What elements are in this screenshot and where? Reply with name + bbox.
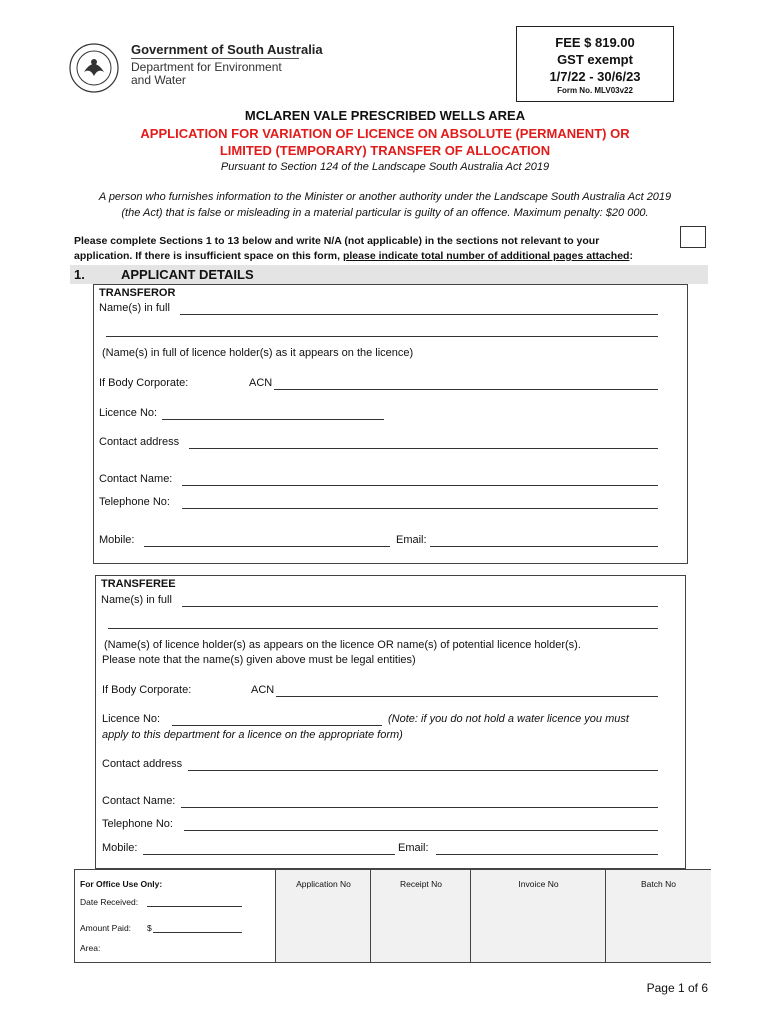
application-no-column (275, 870, 371, 962)
department-line-2: and Water (131, 73, 186, 87)
transferee-email-field[interactable] (436, 854, 658, 855)
instructions-line-2-text: application. If there is insufficient space on this form, (74, 250, 343, 262)
department-name (131, 61, 282, 87)
batch-no-header: Batch No (641, 879, 676, 889)
transferor-contact-name-label: Contact Name: (99, 473, 173, 485)
transferee-heading: TRANSFEREE (101, 578, 176, 590)
transferor-acn-label: ACN (249, 377, 273, 389)
transferor-body-corporate-label: If Body Corporate: (99, 377, 189, 389)
invoice-no-column (470, 870, 606, 962)
receipt-no-header: Receipt No (399, 879, 443, 889)
transferor-names-label: Name(s) in full (99, 302, 170, 314)
fee-amount: FEE $ 819.00 (555, 35, 635, 50)
transferor-mobile-field[interactable] (144, 546, 390, 547)
pursuant-text: Pursuant to Section 124 of the Landscape South Australia Act 2019 (220, 161, 550, 173)
instructions-colon: : (629, 250, 633, 262)
transferor-address-label: Contact address (99, 436, 180, 448)
transferor-names-field[interactable] (180, 314, 658, 315)
application-title-line-2: LIMITED (TEMPORARY) TRANSFER OF ALLOCATION (219, 143, 551, 158)
additional-pages-box[interactable] (680, 226, 706, 248)
transferor-email-field[interactable] (430, 546, 658, 547)
transferor-contact-name-field[interactable] (182, 485, 658, 486)
transferee-names-field[interactable] (182, 606, 658, 607)
receipt-no-column (370, 870, 471, 962)
date-received-field[interactable] (147, 906, 242, 907)
transferee-mobile-field[interactable] (143, 854, 395, 855)
additional-pages-note: please indicate total number of additional pages attached (342, 250, 630, 262)
section-title: APPLICANT DETAILS (121, 267, 254, 282)
transferee-address-label: Contact address (102, 758, 183, 770)
fee-period: 1/7/22 - 30/6/23 (549, 69, 641, 84)
section-number: 1. (74, 267, 85, 282)
transferee-licence-note-1: (Note: if you do not hold a water licence you must (388, 713, 629, 725)
transferee-names-field-2[interactable] (108, 628, 658, 629)
transferee-acn-field[interactable] (276, 696, 658, 697)
instructions-line-2 (74, 249, 684, 264)
transferor-mobile-label: Mobile: (99, 534, 135, 546)
transferee-body-corporate-label: If Body Corporate: (102, 684, 192, 696)
transferee-acn-label: ACN (251, 684, 275, 696)
page-number: Page 1 of 6 (646, 981, 708, 995)
transferee-mobile-label: Mobile: (102, 842, 138, 854)
transferor-names-note: (Name(s) in full of licence holder(s) as it appears on the licence) (102, 347, 414, 359)
transferee-contact-name-label: Contact Name: (102, 795, 176, 807)
government-title: Government of South Australia (131, 42, 323, 57)
warning-line-1: A person who furnishes information to the Minister or another authority under the Landscape South Australia Act 2019 (98, 191, 672, 203)
transferee-licence-label: Licence No: (102, 713, 161, 725)
department-line-1: Department for Environment (131, 60, 282, 74)
transferor-licence-label: Licence No: (99, 407, 158, 419)
fee-box (516, 26, 674, 102)
transferor-licence-field[interactable] (162, 419, 384, 420)
transferee-telephone-label: Telephone No: (102, 818, 173, 830)
transferee-contact-name-field[interactable] (181, 807, 658, 808)
offence-warning (60, 189, 710, 221)
transferor-address-field[interactable] (189, 448, 658, 449)
application-title-line-1: APPLICATION FOR VARIATION OF LICENCE ON ABSOLUTE (PERMANENT) OR (140, 126, 630, 141)
warning-line-2: (the Act) that is false or misleading in a material particular is guilty of an offence. Maximum penalty: $20 000. (121, 207, 649, 219)
form-number: Form No. MLV03v22 (557, 86, 633, 95)
area-title: MCLAREN VALE PRESCRIBED WELLS AREA (244, 108, 526, 123)
transferor-telephone-field[interactable] (182, 508, 658, 509)
government-seal-logo (68, 42, 120, 94)
gst-status: GST exempt (557, 52, 633, 67)
batch-no-column (605, 870, 711, 962)
transferor-telephone-label: Telephone No: (99, 496, 170, 508)
instructions (74, 234, 684, 264)
application-title (0, 125, 770, 159)
transferor-box (93, 284, 688, 564)
instructions-line-1: Please complete Sections 1 to 13 below and write N/A (not applicable) in the sections not relevant to your (74, 235, 600, 247)
office-use-heading: For Office Use Only: (80, 879, 163, 889)
amount-paid-field[interactable] (153, 932, 242, 933)
transferee-email-label: Email: (398, 842, 429, 854)
transferor-names-field-2[interactable] (106, 336, 658, 337)
transferor-email-label: Email: (396, 534, 427, 546)
date-received-label: Date Received: (80, 897, 139, 907)
office-use-table (74, 869, 711, 963)
transferee-box (95, 575, 686, 869)
dollar-sign: $ (147, 923, 152, 933)
transferee-telephone-field[interactable] (184, 830, 658, 831)
transferor-heading: TRANSFEROR (99, 287, 176, 299)
transferor-acn-field[interactable] (274, 389, 658, 390)
invoice-no-header: Invoice No (518, 879, 559, 889)
transferee-names-note-2: Please note that the name(s) given above must be legal entities) (102, 654, 416, 666)
transferee-licence-field[interactable] (172, 725, 382, 726)
application-no-header: Application No (296, 879, 351, 889)
area-label: Area: (80, 943, 101, 953)
transferee-licence-note-2: apply to this department for a licence on the appropriate form) (102, 729, 403, 741)
transferee-address-field[interactable] (188, 770, 658, 771)
amount-paid-label: Amount Paid: (80, 923, 132, 933)
transferee-names-note-1: (Name(s) of licence holder(s) as appears on the licence OR name(s) of potential licence holder(s). (104, 639, 581, 651)
header-divider (131, 58, 299, 59)
transferee-names-label: Name(s) in full (101, 594, 172, 606)
